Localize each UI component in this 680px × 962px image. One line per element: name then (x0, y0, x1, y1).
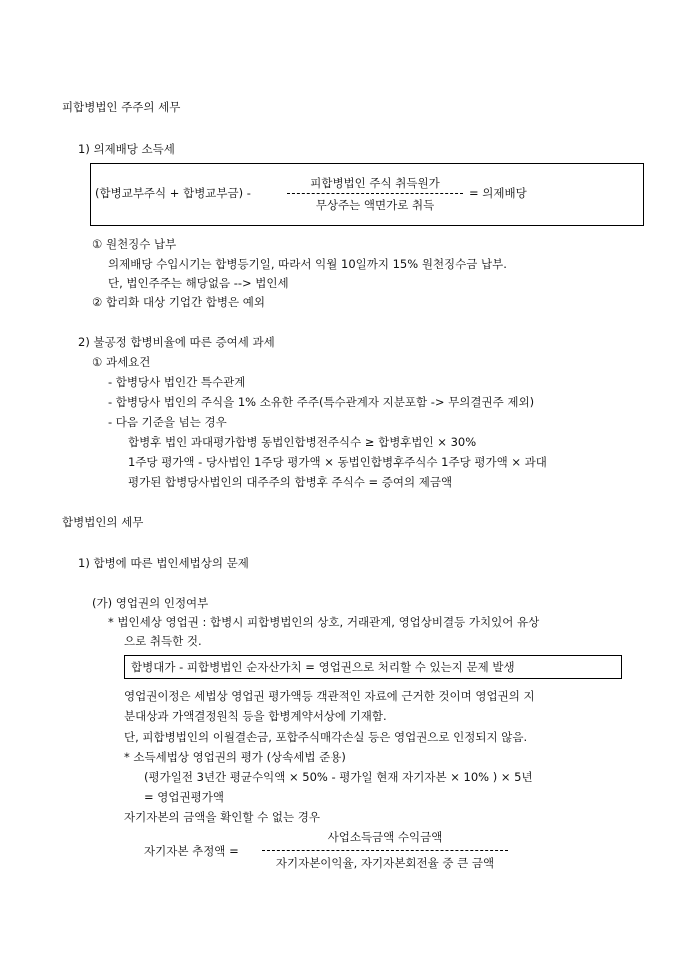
deemed-dividend-formula-box (90, 163, 644, 226)
goodwill-definition-line1: * 법인세상 영업권 : 합병시 피합병법인의 상호, 거래관계, 영업상비결등 가치있어 유상 (108, 615, 540, 629)
equity-unknown-note: 자기자본의 금액을 확인할 수 없는 경우 (124, 810, 321, 824)
equity-formula-fraction-line (262, 850, 508, 851)
section-heading-merging-corp-tax: 합병법인의 세무 (62, 515, 144, 529)
requirement-bullet-3: - 다음 기준을 넘는 경우 (108, 415, 227, 429)
formula-denominator: 무상주는 액면가로 취득 (315, 198, 435, 212)
goodwill-valuation-formula: (평가일전 3년간 평균수익액 × 50% - 평가일 현재 자기자본 × 10% ) × 5년 (144, 770, 533, 784)
subsection-title-corporate-tax-issue: 1) 합병에 따른 법인세법상의 문제 (78, 556, 249, 570)
item-withholding-title: ① 원천징수 납부 (92, 237, 177, 251)
goodwill-issue-text: 합병대가 - 피합병법인 순자산가치 = 영업권으로 처리할 수 있는지 문제 발생 (131, 660, 515, 674)
section-heading-shareholder-tax: 피합병법인 주주의 세무 (62, 100, 181, 114)
subsection-title-gift-tax: 2) 불공정 합병비율에 따른 증여세 과세 (78, 335, 275, 349)
goodwill-definition-line2: 으로 취득한 것. (124, 634, 202, 648)
goodwill-exclusion-note: 단, 피합병법인의 이월결손금, 포합주식매각손실 등은 영업권으로 인정되지 않음. (124, 730, 528, 744)
goodwill-paragraph-line2: 분대상과 가액결정원칙 등을 합병계약서상에 기재함. (124, 709, 387, 723)
formula-numerator: 피합병법인 주식 취득원가 (310, 176, 440, 190)
goodwill-paragraph-line1: 영업권이정은 세법상 영업권 평가액등 객관적인 자료에 근거한 것이며 영업권의 지 (124, 689, 535, 703)
goodwill-valuation-title: * 소득세법상 영업권의 평가 (상속세법 준용) (124, 750, 346, 764)
item-withholding-line2: 단, 법인주주는 해당없음 --> 법인세 (108, 276, 289, 290)
criteria-line-1: 합병후 법인 과대평가합병 동법인합병전주식수 ≥ 합병후법인 × 30% (128, 435, 477, 449)
requirement-bullet-2: - 합병당사 법인의 주식을 1% 소유한 주주(특수관계자 지분포함 -> 무의결권주 제외) (108, 395, 535, 409)
requirement-bullet-1: - 합병당사 법인간 특수관계 (108, 375, 246, 389)
formula-fraction-line (287, 193, 463, 194)
formula-right-term: = 의제배당 (469, 186, 527, 200)
item-withholding-line1: 의제배당 수입시기는 합병등기일, 따라서 익월 10일까지 15% 원천징수금 납부. (108, 257, 507, 271)
subsection-title-deemed-dividend: 1) 의제배당 소득세 (78, 142, 175, 156)
criteria-line-3: 평가된 합병당사법인의 대주주의 합병후 주식수 = 증여의 제금액 (128, 475, 453, 489)
item-tax-requirements: ① 과세요건 (92, 355, 151, 369)
equity-formula-left: 자기자본 추정액 = (144, 844, 239, 858)
equity-formula-numerator: 사업소득금액 수익금액 (327, 830, 443, 844)
item-exception: ② 합리화 대상 기업간 합병은 예외 (92, 295, 266, 309)
equity-formula-denominator: 자기자본이익율, 자기자본회전율 중 큰 금액 (275, 856, 495, 870)
criteria-line-2: 1주당 평가액 - 당사법인 1주당 평가액 × 동법인합병후주식수 1주당 평가액 × 과대 (128, 455, 547, 469)
goodwill-valuation-result: = 영업권평가액 (144, 790, 224, 804)
goodwill-recognition-title: (가) 영업권의 인정여부 (92, 596, 209, 610)
formula-left-term: (합병교부주식 + 합병교부금) - (95, 186, 251, 200)
goodwill-issue-box (124, 655, 622, 679)
